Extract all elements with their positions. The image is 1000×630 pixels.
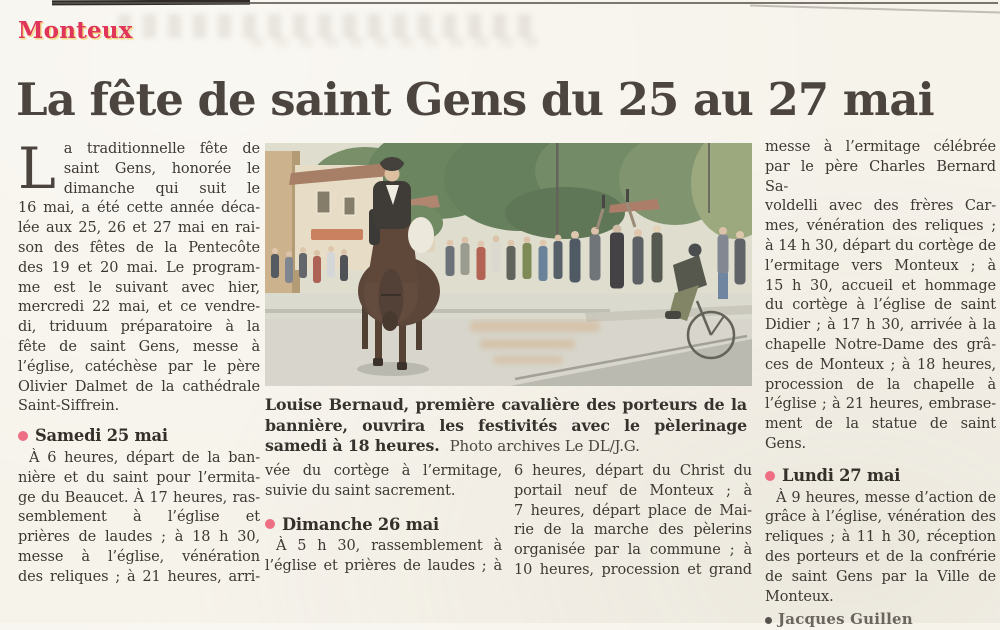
byline	[765, 610, 996, 630]
continuation-paragraph: 6 heures, départ du Christ du portail neuf de Monteux ; à 7 heures, départ place de Mai- rie de la marche des pèlerins organisée par la commune ; à 10 heures, procession et grand	[514, 463, 752, 578]
ink-bleed-through	[250, 36, 540, 47]
caption-text: Louise Bernaud, première cavalière des porteurs de la bannière, ouvrira les festivités avec le pèlerinage samedi à 18 heures.	[265, 395, 747, 455]
samedi-paragraph: À 6 heures, départ de la ban- nière et du saint pour l’ermita- ge du Beaucet. À 17 heures, ras- semblement à l’église et prières de laudes ; à 18 h 30, messe à l’église, vénération des reliques ; à 21 heures, arri-	[18, 449, 260, 585]
column-4	[765, 138, 996, 630]
article-headline: La fête de saint Gens du 25 au 27 mai	[16, 73, 934, 127]
drop-cap: L	[18, 136, 56, 202]
bullet-icon	[18, 431, 28, 441]
continuation-paragraph: vée du cortège à l’ermitage, suivie du saint sacrement.	[265, 463, 502, 499]
photo-illustration	[265, 143, 752, 386]
dimanche-paragraph: À 5 h 30, rassemblement à l’église et prières de laudes ; à	[265, 538, 502, 575]
section-title: Lundi 27 mai	[782, 465, 901, 485]
column-1	[18, 136, 260, 588]
column-3	[514, 462, 752, 581]
section-title: Dimanche 26 mai	[282, 514, 439, 534]
ink-bleed-through	[118, 14, 538, 38]
photo-credit: Photo archives Le DL/J.G.	[449, 437, 640, 455]
bullet-icon	[265, 519, 275, 529]
column-2	[265, 462, 502, 577]
scan-edge-rule-thin	[52, 2, 998, 4]
article-photo	[265, 143, 752, 386]
scan-edge-artifact	[750, 5, 1000, 14]
photo-caption-block	[265, 390, 752, 457]
section-heading-samedi	[18, 426, 260, 446]
section-heading-lundi	[765, 466, 996, 486]
bullet-icon	[765, 471, 775, 481]
intro-paragraph: a traditionnelle fête de saint Gens, honorée le dimanche qui suit le 16 mai, a été cette année déca- lée aux 25, 26 et 27 mai en rai- son des fêtes de la Pentecôte des 19 et 20 mai. Le program- me est le suivant avec hier, mercredi 22 mai, et ce vendre- di, triduum préparatoire à la fête de saint Gens, messe à l’église, catéchèse par le père Olivier Dalmet de la cathédrale Saint-Siffrein.	[18, 141, 260, 415]
byline-name: Jacques Guillen	[778, 610, 913, 629]
photo-caption	[265, 395, 747, 457]
section-kicker: Monteux	[18, 17, 133, 44]
lundi-paragraph: À 9 heures, messe d’action de grâce à l’église, vénération des reliques ; à 11 h 30, réception des porteurs et de la confrérie de saint Gens par la Ville de Monteux.	[765, 489, 996, 605]
section-title: Samedi 25 mai	[35, 426, 168, 446]
continuation-paragraph: messe à l’ermitage célébrée par le père Charles Bernard Sa- voldelli avec des frères Car- mes, vénération des reliques ; à 14 h 30, départ du cortège de l’ermitage vers Monteux ; à 15 h 30, accueil et hommage du cortège à l’église de saint Didier ; à 17 h 30, arrivée à la chapelle Notre-Dame des grâ- ces de Monteux ; à 18 heures, procession de la chapelle à l’église ; à 21 heures, embrase- ment de la statue de saint Gens.	[765, 139, 996, 452]
section-heading-dimanche	[265, 515, 502, 535]
